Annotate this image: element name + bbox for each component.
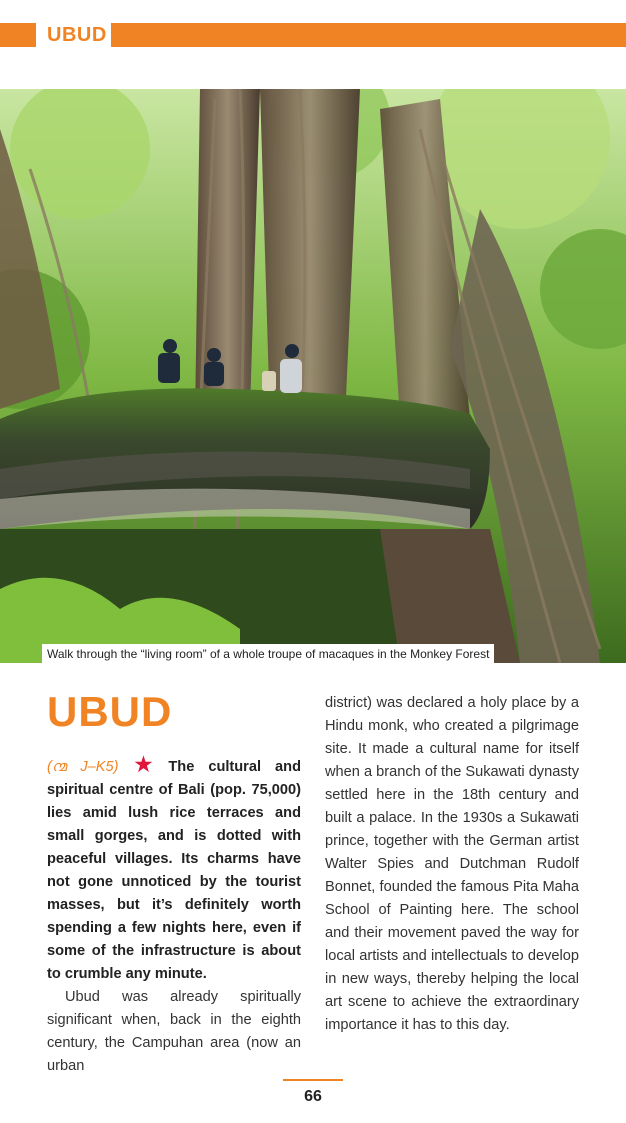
map-reference: (൚ J–K5) bbox=[47, 759, 119, 775]
header-bar-left-segment bbox=[0, 23, 36, 47]
article-right-column bbox=[325, 692, 579, 1037]
highlight-star-icon: ★ bbox=[124, 754, 163, 776]
body-paragraph-left: Ubud was already spiritually significant when, back in the eighth century, the Campuhan area (now an urban bbox=[47, 989, 301, 1074]
monkey-forest-photo bbox=[0, 89, 626, 663]
body-paragraph-right: district) was declared a holy place by a Hindu monk, who created a pilgrimage site. It made a cultural name for itself when a branch of the Sukawati dynasty settled here in the 18th century and built a palace. In the 1930s a Sukawati prince, together with the German artist Walter Spies and Dutchman Rudolf Bonnet, founded the famous Pita Maha School of Painting here. The school and their movement paved the way for local artists and intellectuals to develop in new ways, thereby helping the local art scene to achieve the extraordinary importance it has to this day. bbox=[325, 695, 579, 1033]
section-label: UBUD bbox=[47, 24, 107, 46]
page-number: 66 bbox=[304, 1088, 322, 1105]
page-number-rule bbox=[283, 1079, 343, 1081]
header-bar-right-segment bbox=[111, 23, 626, 47]
article-title: UBUD bbox=[47, 688, 173, 735]
section-header-bar bbox=[0, 23, 626, 47]
article-left-column bbox=[47, 686, 301, 1078]
intro-text: The cultural and spiritual centre of Bali (pop. 75,000) lies amid lush rice terraces and small gorges, and is dotted with peaceful villages. Its charms have not gone unnoticed by the tourist masses, but it’s definitely worth spending a few nights here, even if some of the infrastructure is about to crumble any minute. bbox=[47, 759, 301, 982]
article-intro bbox=[47, 756, 301, 986]
photo-caption: Walk through the “living room” of a whole troupe of macaques in the Monkey Forest bbox=[42, 644, 494, 663]
